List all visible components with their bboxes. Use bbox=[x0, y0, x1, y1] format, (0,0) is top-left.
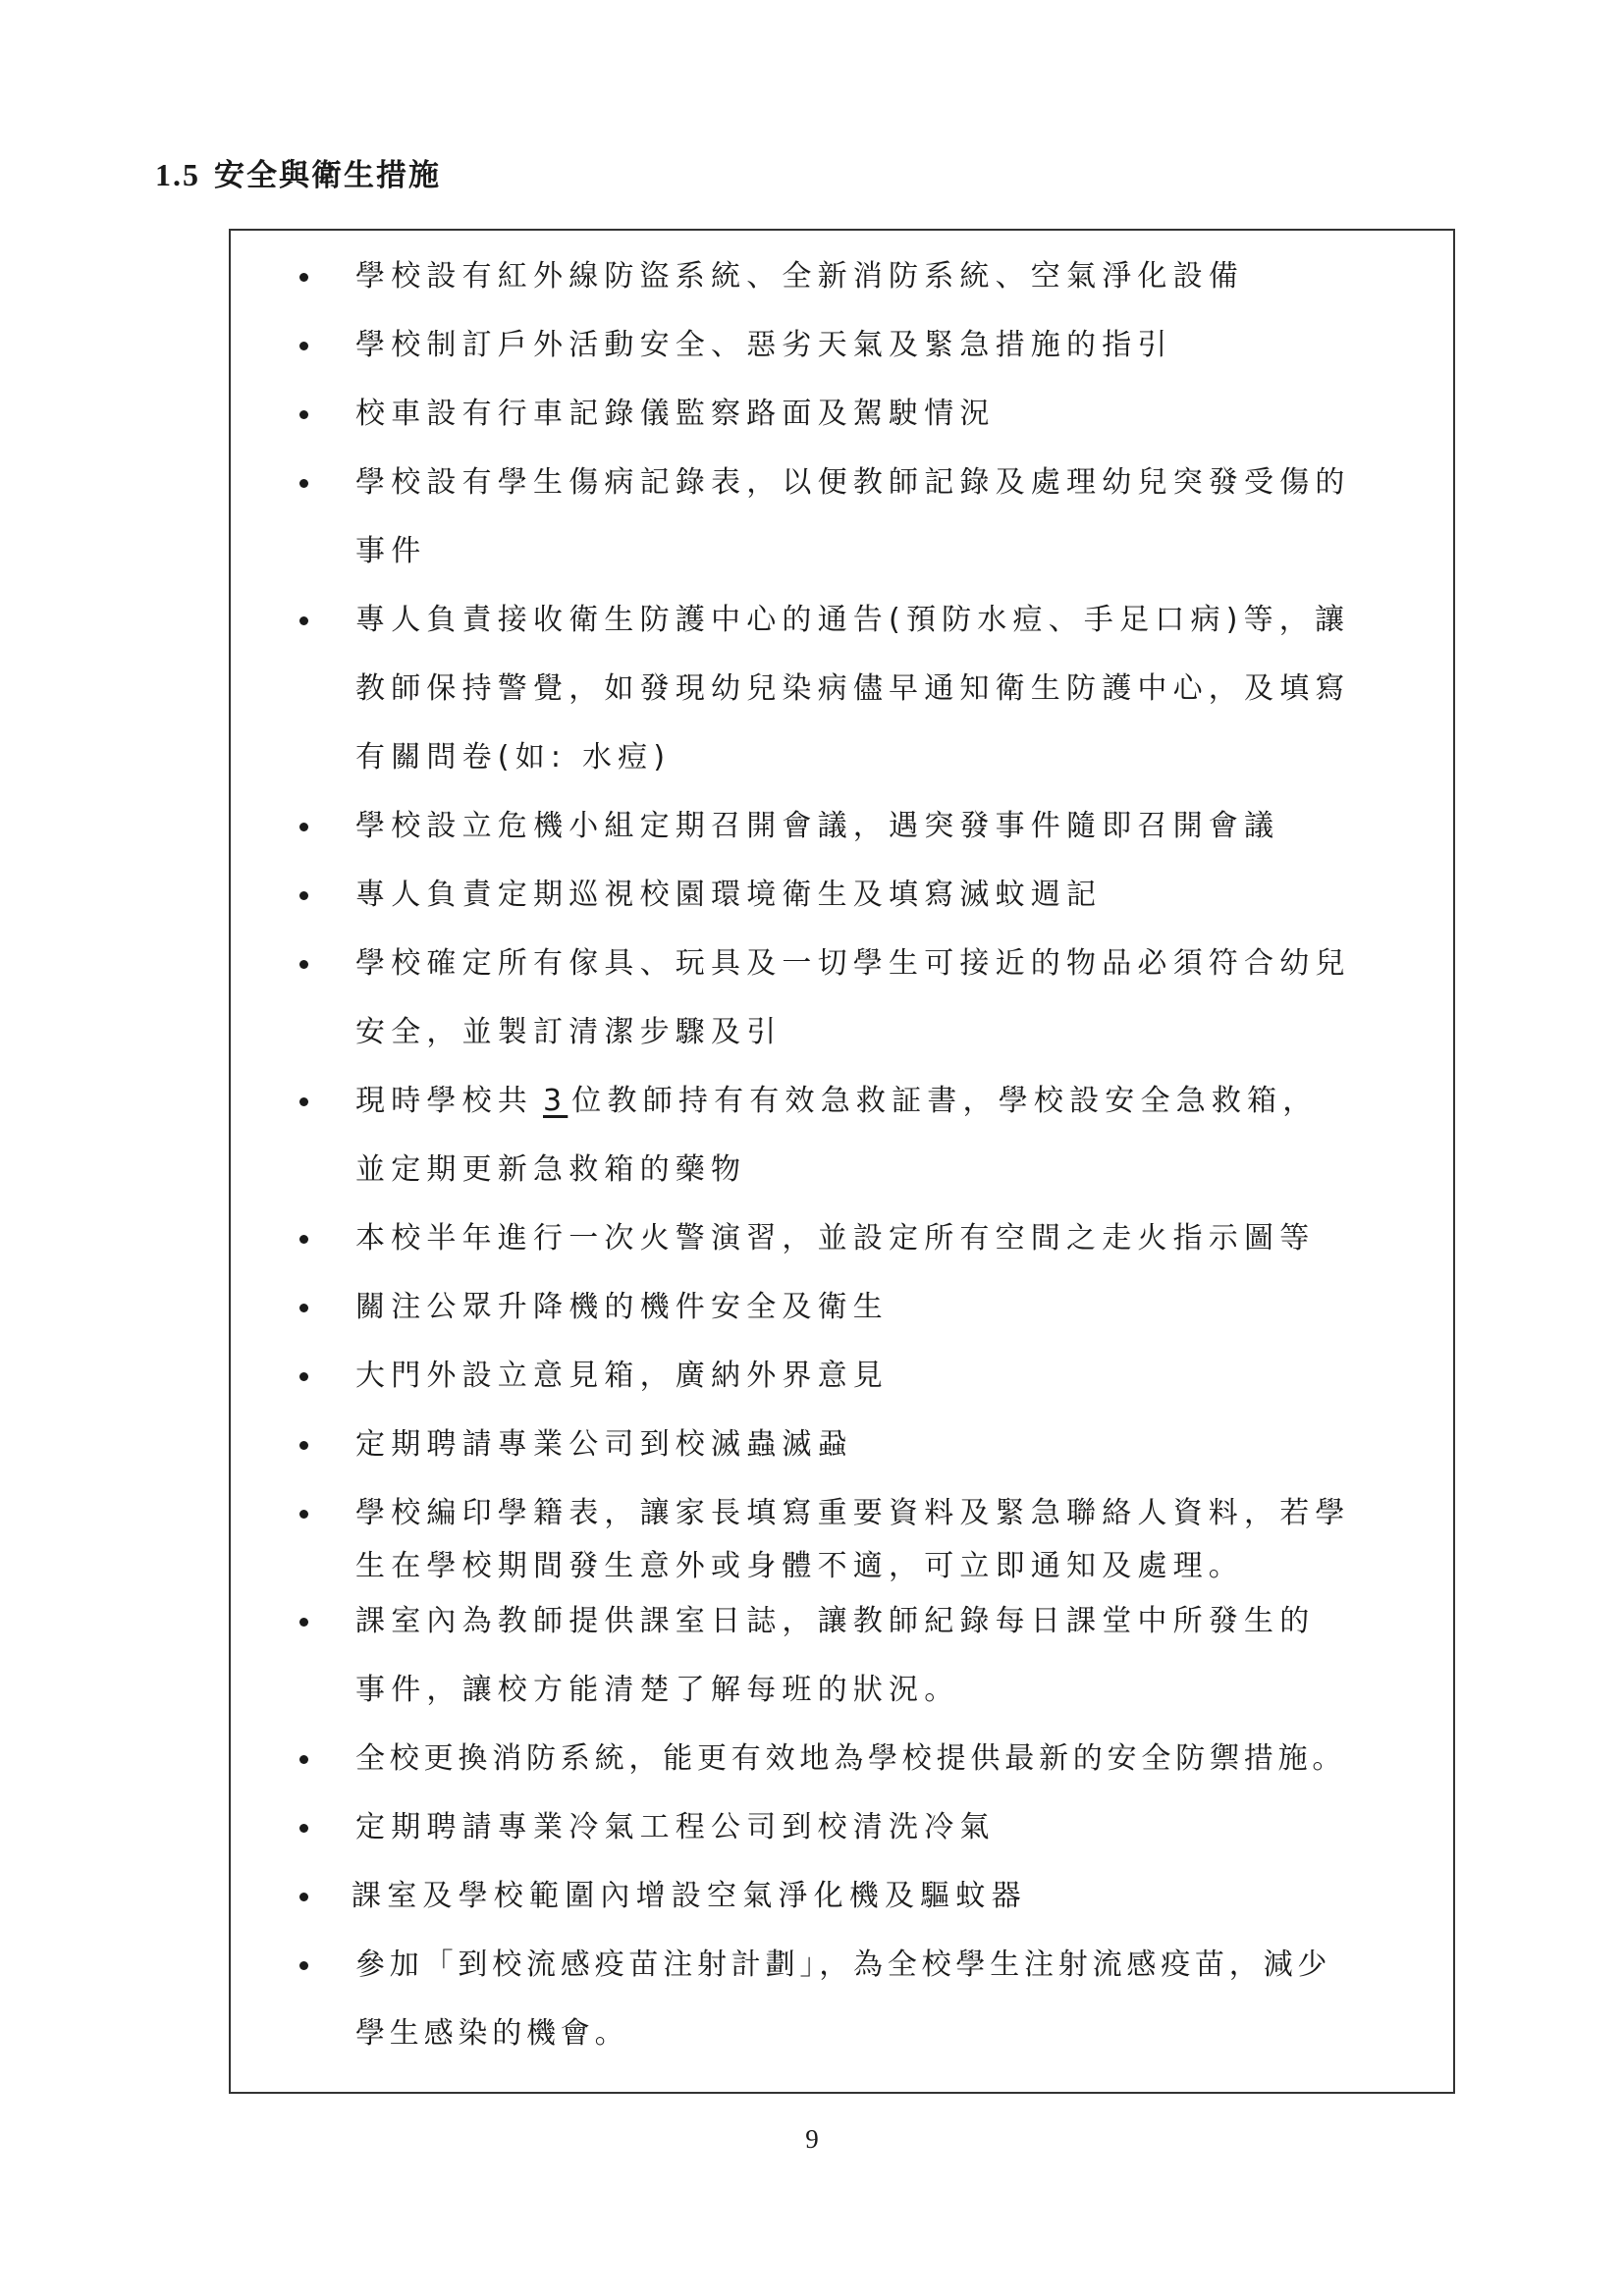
text-line: 學校設立危機小組定期召開會議，遇突發事件隨即召開會議 bbox=[355, 809, 1280, 843]
bullet-icon bbox=[299, 1221, 311, 1255]
list-item-text bbox=[355, 1273, 1445, 1342]
list-item-text bbox=[355, 1931, 1445, 2068]
list-item-text bbox=[355, 1725, 1445, 1793]
section-title: 安全與衛生措施 bbox=[214, 158, 441, 193]
text-line: 大門外設立意見箱，廣納外界意見 bbox=[355, 1359, 889, 1393]
bullet-icon bbox=[299, 1948, 311, 1982]
list-item-text bbox=[355, 586, 1445, 792]
text-line: 參加「到校流感疫苗注射計劃」，為全校學生注射流感疫苗，減少 bbox=[355, 1948, 1332, 1982]
bullet-icon bbox=[299, 1427, 311, 1462]
section-heading bbox=[155, 155, 441, 195]
text-line: 並定期更新急救箱的藥物 bbox=[355, 1152, 747, 1187]
text-line: 事件，讓校方能清楚了解每班的狀況。 bbox=[355, 1673, 960, 1707]
text-line: 學校設有學生傷病記錄表，以便教師記錄及處理幼兒突發受傷的 bbox=[355, 465, 1351, 500]
list-item-text bbox=[355, 1067, 1445, 1204]
bullet-icon bbox=[299, 1879, 311, 1913]
bullet-icon bbox=[299, 1810, 311, 1844]
teacher-count: 3 bbox=[543, 1084, 568, 1118]
bullet-icon bbox=[299, 1604, 311, 1638]
bullet-icon bbox=[299, 259, 311, 294]
list-item-text bbox=[355, 861, 1445, 930]
text-line: 課室及學校範圍內增設空氣淨化機及驅蚊器 bbox=[352, 1879, 1027, 1913]
text-line bbox=[355, 1067, 1445, 1136]
list-item-text bbox=[355, 1411, 1445, 1479]
list-item-text bbox=[355, 930, 1445, 1067]
list-item-text bbox=[355, 380, 1445, 449]
bullet-icon bbox=[299, 809, 311, 843]
bullet-icon bbox=[299, 878, 311, 912]
list-item-text bbox=[355, 792, 1445, 861]
bullet-icon bbox=[299, 397, 311, 431]
text-line: 校車設有行車記錄儀監察路面及駕駛情況 bbox=[355, 397, 996, 431]
text-line: 專人負責定期巡視校園環境衛生及填寫滅蚊週記 bbox=[355, 878, 1103, 912]
page-number: 9 bbox=[805, 2124, 819, 2154]
bullet-icon bbox=[299, 1084, 311, 1118]
bullet-icon bbox=[299, 328, 311, 362]
list-item-text bbox=[355, 1587, 1445, 1725]
bullet-icon bbox=[299, 1290, 311, 1324]
list-item-text bbox=[355, 242, 1445, 311]
text-line: 學校編印學籍表，讓家長填寫重要資料及緊急聯絡人資料，若學 bbox=[355, 1496, 1351, 1530]
list-item-text bbox=[355, 311, 1445, 380]
text-line: 定期聘請專業公司到校滅蟲滅蝨 bbox=[355, 1427, 853, 1462]
text-line: 學校制訂戶外活動安全、惡劣天氣及緊急措施的指引 bbox=[355, 328, 1173, 362]
text-line: 學校設有紅外線防盜系統、全新消防系統、空氣淨化設備 bbox=[355, 259, 1244, 294]
text-line: 事件 bbox=[355, 534, 427, 568]
text-line: 有關問卷(如: 水痘) bbox=[355, 740, 672, 774]
bullet-icon bbox=[299, 465, 311, 500]
bullet-icon bbox=[299, 1359, 311, 1393]
bullet-icon bbox=[299, 946, 311, 981]
list-item-text bbox=[355, 449, 1445, 586]
text-line: 安全，並製訂清潔步驟及引 bbox=[355, 1015, 783, 1049]
bullet-icon bbox=[299, 1496, 311, 1530]
bullet-icon bbox=[299, 1741, 311, 1776]
list-item-text bbox=[352, 1862, 1441, 1931]
text-line: 關注公眾升降機的機件安全及衛生 bbox=[355, 1290, 889, 1324]
text-after-count: 位教師持有有效急救証書，學校設安全急救箱， bbox=[571, 1084, 1319, 1118]
text-line: 學生感染的機會。 bbox=[355, 2016, 629, 2051]
list-item-text bbox=[355, 1204, 1445, 1273]
list-item-text bbox=[355, 1793, 1445, 1862]
text-before-count: 現時學校共 bbox=[355, 1084, 533, 1118]
list-item-text bbox=[355, 1487, 1445, 1593]
text-line: 本校半年進行一次火警演習，並設定所有空間之走火指示圖等 bbox=[355, 1221, 1316, 1255]
text-line: 生在學校期間發生意外或身體不適，可立即通知及處理。 bbox=[355, 1549, 1244, 1583]
text-line: 教師保持警覺，如發現幼兒染病儘早通知衛生防護中心，及填寫 bbox=[355, 671, 1351, 706]
text-line: 課室內為教師提供課室日誌，讓教師紀錄每日課堂中所發生的 bbox=[355, 1604, 1316, 1638]
content-box bbox=[229, 229, 1455, 2094]
text-line: 專人負責接收衛生防護中心的通告(預防水痘、手足口病)等，讓 bbox=[355, 603, 1351, 637]
list-item-text bbox=[355, 1342, 1445, 1411]
text-line: 學校確定所有傢具、玩具及一切學生可接近的物品必須符合幼兒 bbox=[355, 946, 1351, 981]
section-number: 1.5 bbox=[155, 157, 200, 192]
bullet-icon bbox=[299, 603, 311, 637]
text-line: 定期聘請專業冷氣工程公司到校清洗冷氣 bbox=[355, 1810, 996, 1844]
text-line: 全校更換消防系統，能更有效地為學校提供最新的安全防禦措施。 bbox=[355, 1741, 1347, 1776]
